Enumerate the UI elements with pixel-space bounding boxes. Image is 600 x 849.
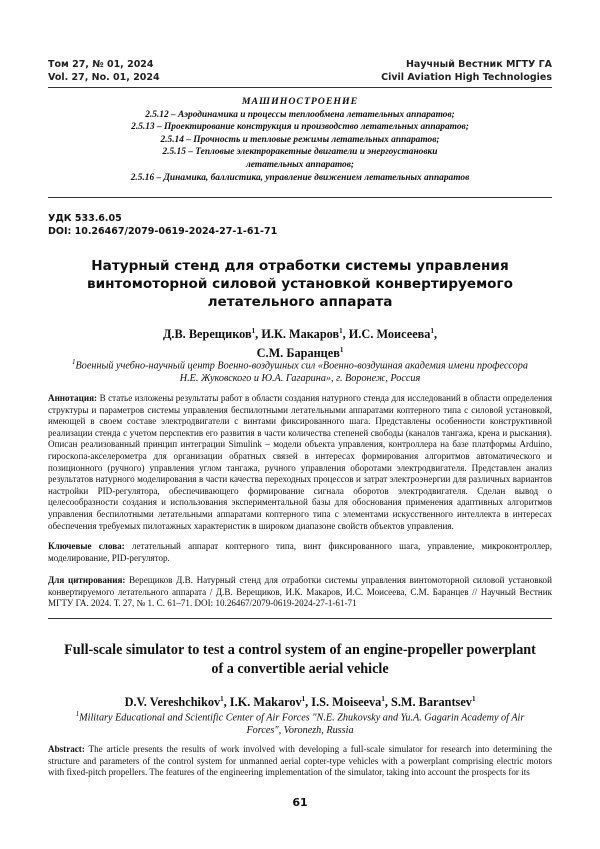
keywords-ru xyxy=(48,541,552,564)
author-sup: 1 xyxy=(471,695,476,703)
section-line: 2.5.15 – Тепловые электроракетные двигатели и энергоустановки xyxy=(162,147,438,158)
authors-en: D.V. Vereshchikov$^1$, I.K. Makarov$^1$, I.S. Moiseeva$^1$, S.M. Barantsev$^1$ xyxy=(124,695,476,710)
abstract-en xyxy=(48,744,552,779)
journal-name-ru: Научный Вестник МГТУ ГА xyxy=(405,59,552,70)
author-sup: 1 xyxy=(220,695,224,703)
author-sup: 1 xyxy=(381,695,385,703)
citation-text: Верещиков Д.В. Натурный стенд для отработки системы управления винтомоторной силовой установкой конвертируемого летательного аппарата / Д.В. Верещиков, И.К. Макаров, И.С. Моисеева, С.М. Баранцев // Научный Вестник МГТУ ГА. 2024. Т. 27, № 1. С. 61–71. DOI: 10.26467/2079-0619-2024-27-1-61-71 xyxy=(48,575,552,609)
author-sup: 1 xyxy=(339,346,344,355)
abstract-label: Аннотация: xyxy=(48,393,98,403)
author-name: I.K. Makarov xyxy=(229,695,302,710)
affiliation-en xyxy=(60,708,540,737)
journal-name-en: Civil Aviation High Technologies xyxy=(381,72,552,83)
citation-label: Для цитирования: xyxy=(48,575,126,585)
author-name: S.M. Barantsev xyxy=(390,695,472,710)
volume-ru: Том 27, № 01, 2024 xyxy=(48,59,154,70)
section-block xyxy=(48,96,552,184)
abstract-text: В статье изложены результаты работ в области создания натурного стенда для исследований в области определения структуры и параметров системы управления беспилотными летательными аппаратами коптерного типа с силовой установкой, имеющей в своем составе электродвигатели с винтами фиксированного шага. Представлены особенности конструктивной реализации стенда с учетом перспектив его развития в части количества степеней свободы (каналов тангажа, крена и рыскания). Описан реализованный принцип интеграции Simulink – модели объекта управления, контроллера на базе платформы Arduino, гироскопа-акселерометра для организации обратных связей в интересах формирования алгоритмов автоматического и позиционного (ручного) управления углом тангажа, ручного управления оборотами электродвигателя. Представлен анализ результатов натурного моделирования в части качества переходных процессов и затрат электроэнергии для различных вариантов настройки PID-регулятора, обеспечивающего формирование сигнала оборотов электродвигателя. Сделан вывод о целесообразности создания и использования экспериментальной базы для обоснования применения адаптивных алгоритмов управления беспилотными летательными аппаратами коптерного типа с элементами искусственного интеллекта в интересах обеспечения требуемых пилотажных характеристик в широком диапазоне свойств объектов управления. xyxy=(48,393,553,531)
authors-ru: Д.В. Верещиков$^1$, И.К. Макаров$^1$, И.С. Моисеева$^1$, С.М. Баранцев$^1$ xyxy=(162,327,438,361)
author-sup: 1 xyxy=(339,327,343,335)
article-title-en: Full-scale simulator to test a control system of an engine-propeller powerplant of a convertible aerial vehicle xyxy=(64,642,536,677)
section-line: 2.5.16 – Динамика, баллистика, управление движением летательных аппаратов xyxy=(130,172,470,183)
author-name: I.S. Moiseeva xyxy=(311,695,382,710)
author-sup: 1 xyxy=(251,327,256,335)
doi-link[interactable]: DOI: 10.26467/2079-0619-2024-27-1-61-71 xyxy=(48,226,278,237)
section-line: 2.5.14 – Прочность и тепловые режимы летательных аппаратов; xyxy=(160,134,440,145)
identifiers xyxy=(48,212,277,238)
affiliation-sup: 1 xyxy=(75,710,80,718)
abstract-label: Abstract: xyxy=(48,744,85,754)
author-name: С.М. Баранцев xyxy=(256,346,340,361)
keywords-label: Ключевые слова: xyxy=(48,541,125,551)
affiliation-text: Military Educational and Scientific Center of Air Forces "N.E. Zhukovsky and Yu.A. Gagarin Academy of Air Forces", Voronezh, Russia xyxy=(79,712,525,736)
citation-divider xyxy=(48,618,552,619)
keywords-text: летательный аппарат коптерного типа, винт фиксированного шага, управление, микроконтроллер, моделирование, PID-регулятор. xyxy=(48,541,552,563)
citation-ru xyxy=(48,575,552,610)
udc-code: УДК 533.6.05 xyxy=(48,213,122,224)
section-line: 2.5.12 – Аэродинамика и процессы теплообмена летательных аппаратов; xyxy=(145,109,455,120)
section-divider xyxy=(48,197,552,198)
author-name: Д.В. Верещиков xyxy=(162,327,252,342)
affiliation-ru xyxy=(70,356,530,385)
running-header xyxy=(48,58,552,84)
section-heading: МАШИНОСТРОЕНИЕ xyxy=(241,96,359,107)
abstract-text: The article presents the results of work involved with developing a full-scale simulator for research into determining the structure and parameters of the control system for unmanned aerial copter-type vehicles with a powerplant comprising electric motors with fixed-pitch propellers. The features of the engineering implementation of the simulator, taking into account the prospects for its xyxy=(48,744,553,778)
header-divider xyxy=(48,87,552,88)
author-sup: 1 xyxy=(301,695,306,703)
author-name: D.V. Vereshchikov xyxy=(124,695,221,710)
author-name: И.С. Моисеева xyxy=(348,327,431,342)
section-line: 2.5.13 – Проектирование конструкция и производство летательных аппаратов; xyxy=(131,122,469,133)
affiliation-sup: 1 xyxy=(72,358,76,366)
section-line: летательных аппаратов; xyxy=(245,159,355,170)
abstract-ru xyxy=(48,393,552,532)
affiliation-text: Военный учебно-научный центр Военно-воздушных сил «Военно-воздушная академия имени профессора Н.Е. Жуковского и Ю.А. Гагарина», г. Воронеж, Россия xyxy=(75,360,528,385)
author-name: И.К. Макаров xyxy=(261,327,340,342)
article-title-ru: Натурный стенд для отработки системы управления винтомоторной силовой установкой конвертируемого летательного аппарата xyxy=(87,258,513,310)
page-number: 61 xyxy=(292,796,308,809)
volume-en: Vol. 27, No. 01, 2024 xyxy=(48,72,160,83)
author-sup: 1 xyxy=(430,327,434,335)
